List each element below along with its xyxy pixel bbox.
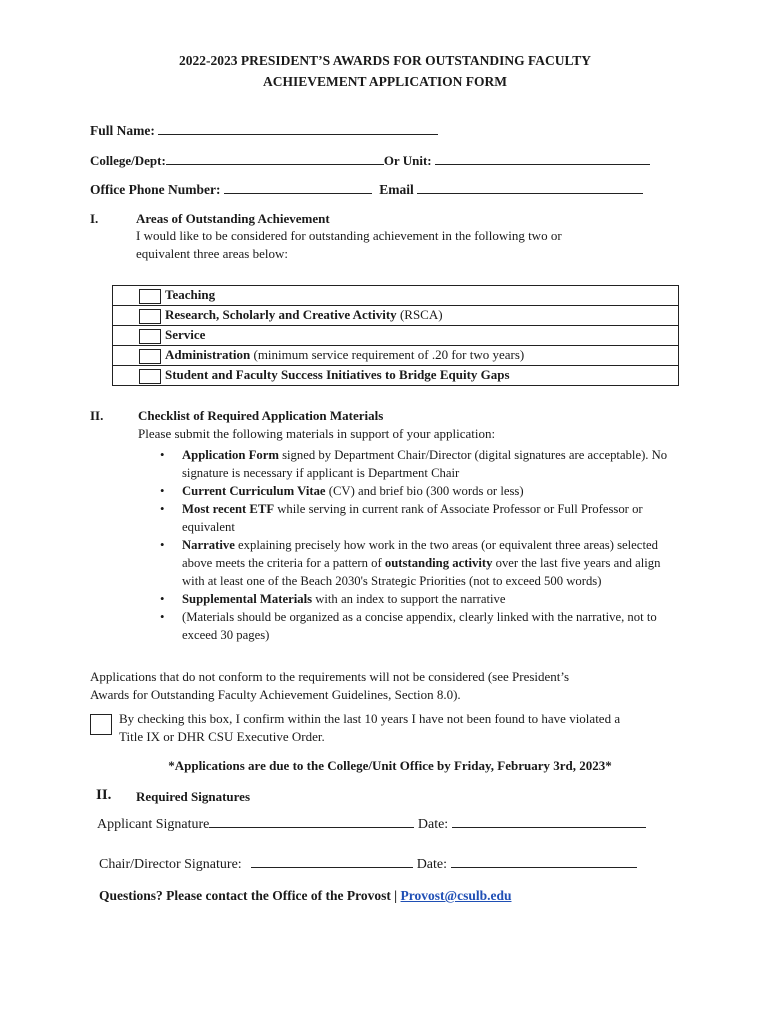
requirements-list xyxy=(160,446,680,644)
section-2-heading: Checklist of Required Application Materials xyxy=(138,408,384,423)
bullet-icon: • xyxy=(160,502,165,516)
chair-signature-label: Chair/Director Signature: xyxy=(99,857,242,872)
confirm-text xyxy=(119,710,699,746)
area-note: (minimum service requirement of .20 for two years) xyxy=(250,347,525,363)
confirm-line-2: Title IX or DHR CSU Executive Order. xyxy=(119,729,325,744)
section-1-intro-2: equivalent three areas below: xyxy=(136,246,288,261)
area-checkbox-equity[interactable] xyxy=(139,369,161,384)
area-label: Student and Faculty Success Initiatives to Bridge Equity Gaps xyxy=(165,367,510,383)
confirm-checkbox[interactable] xyxy=(90,714,112,735)
phone-email-row xyxy=(90,181,643,198)
applicant-signature-label: Applicant Signature xyxy=(97,817,210,832)
nonconform-line-1: Applications that do not conform to the requirements will not be considered (see President’s xyxy=(90,669,570,684)
chair-signature-row xyxy=(99,855,637,873)
section-3-heading: Required Signatures xyxy=(136,789,251,804)
nonconform-line-2: Awards for Outstanding Faculty Achievement Guidelines, Section 8.0). xyxy=(90,687,461,702)
area-row xyxy=(113,286,679,306)
page-title xyxy=(0,50,770,92)
area-label: Teaching xyxy=(165,287,216,303)
office-phone-field[interactable] xyxy=(224,181,372,194)
area-row xyxy=(113,326,679,346)
full-name-label: Full Name: xyxy=(90,123,155,138)
nonconform-note xyxy=(90,668,690,704)
list-item: • Supplemental Materials with an index to support the narrative xyxy=(160,592,506,606)
date-label: Date: xyxy=(416,857,448,872)
date-label: Date: xyxy=(417,817,449,832)
area-checkbox-teaching[interactable] xyxy=(139,289,161,304)
applicant-signature-row xyxy=(97,815,646,833)
section-2 xyxy=(138,408,698,443)
contact-text: Questions? Please contact the Office of the Provost | xyxy=(99,888,398,903)
applicant-date-field[interactable] xyxy=(452,815,646,828)
section-1-number: I. xyxy=(90,211,99,226)
area-label: Service xyxy=(165,327,206,343)
or-unit-label: Or Unit: xyxy=(383,153,432,168)
area-checkbox-rsca[interactable] xyxy=(139,309,161,324)
list-item: • (Materials should be organized as a concise appendix, clearly linked with the narrative, not to exceed 30 pages) xyxy=(160,610,657,642)
area-note: (RSCA) xyxy=(396,307,443,323)
title-line-2: ACHIEVEMENT APPLICATION FORM xyxy=(262,74,507,89)
due-date-notice: *Applications are due to the College/Unit Office by Friday, February 3rd, 2023* xyxy=(168,758,612,773)
area-row xyxy=(113,346,679,366)
area-label: Research, Scholarly and Creative Activity xyxy=(165,307,397,323)
unit-field[interactable] xyxy=(435,152,650,165)
section-1-intro-1: I would like to be considered for outstanding achievement in the following two or xyxy=(136,228,562,243)
confirm-line-1: By checking this box, I confirm within the last 10 years I have not been found to have violated a xyxy=(119,711,621,726)
college-dept-field[interactable] xyxy=(166,152,384,165)
contact-line xyxy=(99,888,512,904)
full-name-field[interactable] xyxy=(158,122,438,135)
bullet-icon: • xyxy=(160,484,165,498)
college-dept-label: College/Dept: xyxy=(90,153,166,168)
section-3-number: II. xyxy=(96,787,112,803)
email-field[interactable] xyxy=(417,181,643,194)
area-checkbox-service[interactable] xyxy=(139,329,161,344)
area-row xyxy=(113,306,679,326)
college-row xyxy=(90,152,650,169)
office-phone-label: Office Phone Number: xyxy=(90,182,221,197)
provost-email-link[interactable]: Provost@csulb.edu xyxy=(400,888,512,903)
section-1 xyxy=(136,211,696,263)
area-row xyxy=(113,366,679,386)
email-label: Email xyxy=(379,182,414,197)
list-item: • Narrative explaining precisely how work in the two areas (or equivalent three areas) selected above meets the criteria for a pattern of outstanding activity over the last five years and align with at least one of the Beach 2030's Strategic Priorities (not to exceed 500 words) xyxy=(160,538,661,588)
bullet-icon: • xyxy=(160,610,165,624)
bullet-icon: • xyxy=(160,592,165,606)
list-item: • Most recent ETF while serving in current rank of Associate Professor or Full Professor or equivalent xyxy=(160,502,643,534)
bullet-icon: • xyxy=(160,448,165,462)
list-item: • Current Curriculum Vitae (CV) and brief bio (300 words or less) xyxy=(160,484,524,498)
area-label: Administration xyxy=(165,347,251,363)
chair-date-field[interactable] xyxy=(451,855,637,868)
bullet-icon: • xyxy=(160,538,165,552)
title-line-1: 2022-2023 PRESIDENT’S AWARDS FOR OUTSTANDING FACULTY xyxy=(179,53,591,68)
area-checkbox-administration[interactable] xyxy=(139,349,161,364)
chair-signature-field[interactable] xyxy=(251,855,413,868)
section-1-heading: Areas of Outstanding Achievement xyxy=(136,211,330,226)
areas-table xyxy=(112,285,679,386)
section-2-intro: Please submit the following materials in support of your application: xyxy=(138,426,496,441)
list-item: • Application Form signed by Department Chair/Director (digital signatures are acceptable). No signature is necessary if applicant is Department Chair xyxy=(160,448,668,480)
full-name-row xyxy=(90,122,438,139)
applicant-signature-field[interactable] xyxy=(209,815,414,828)
section-2-number: II. xyxy=(90,408,104,423)
